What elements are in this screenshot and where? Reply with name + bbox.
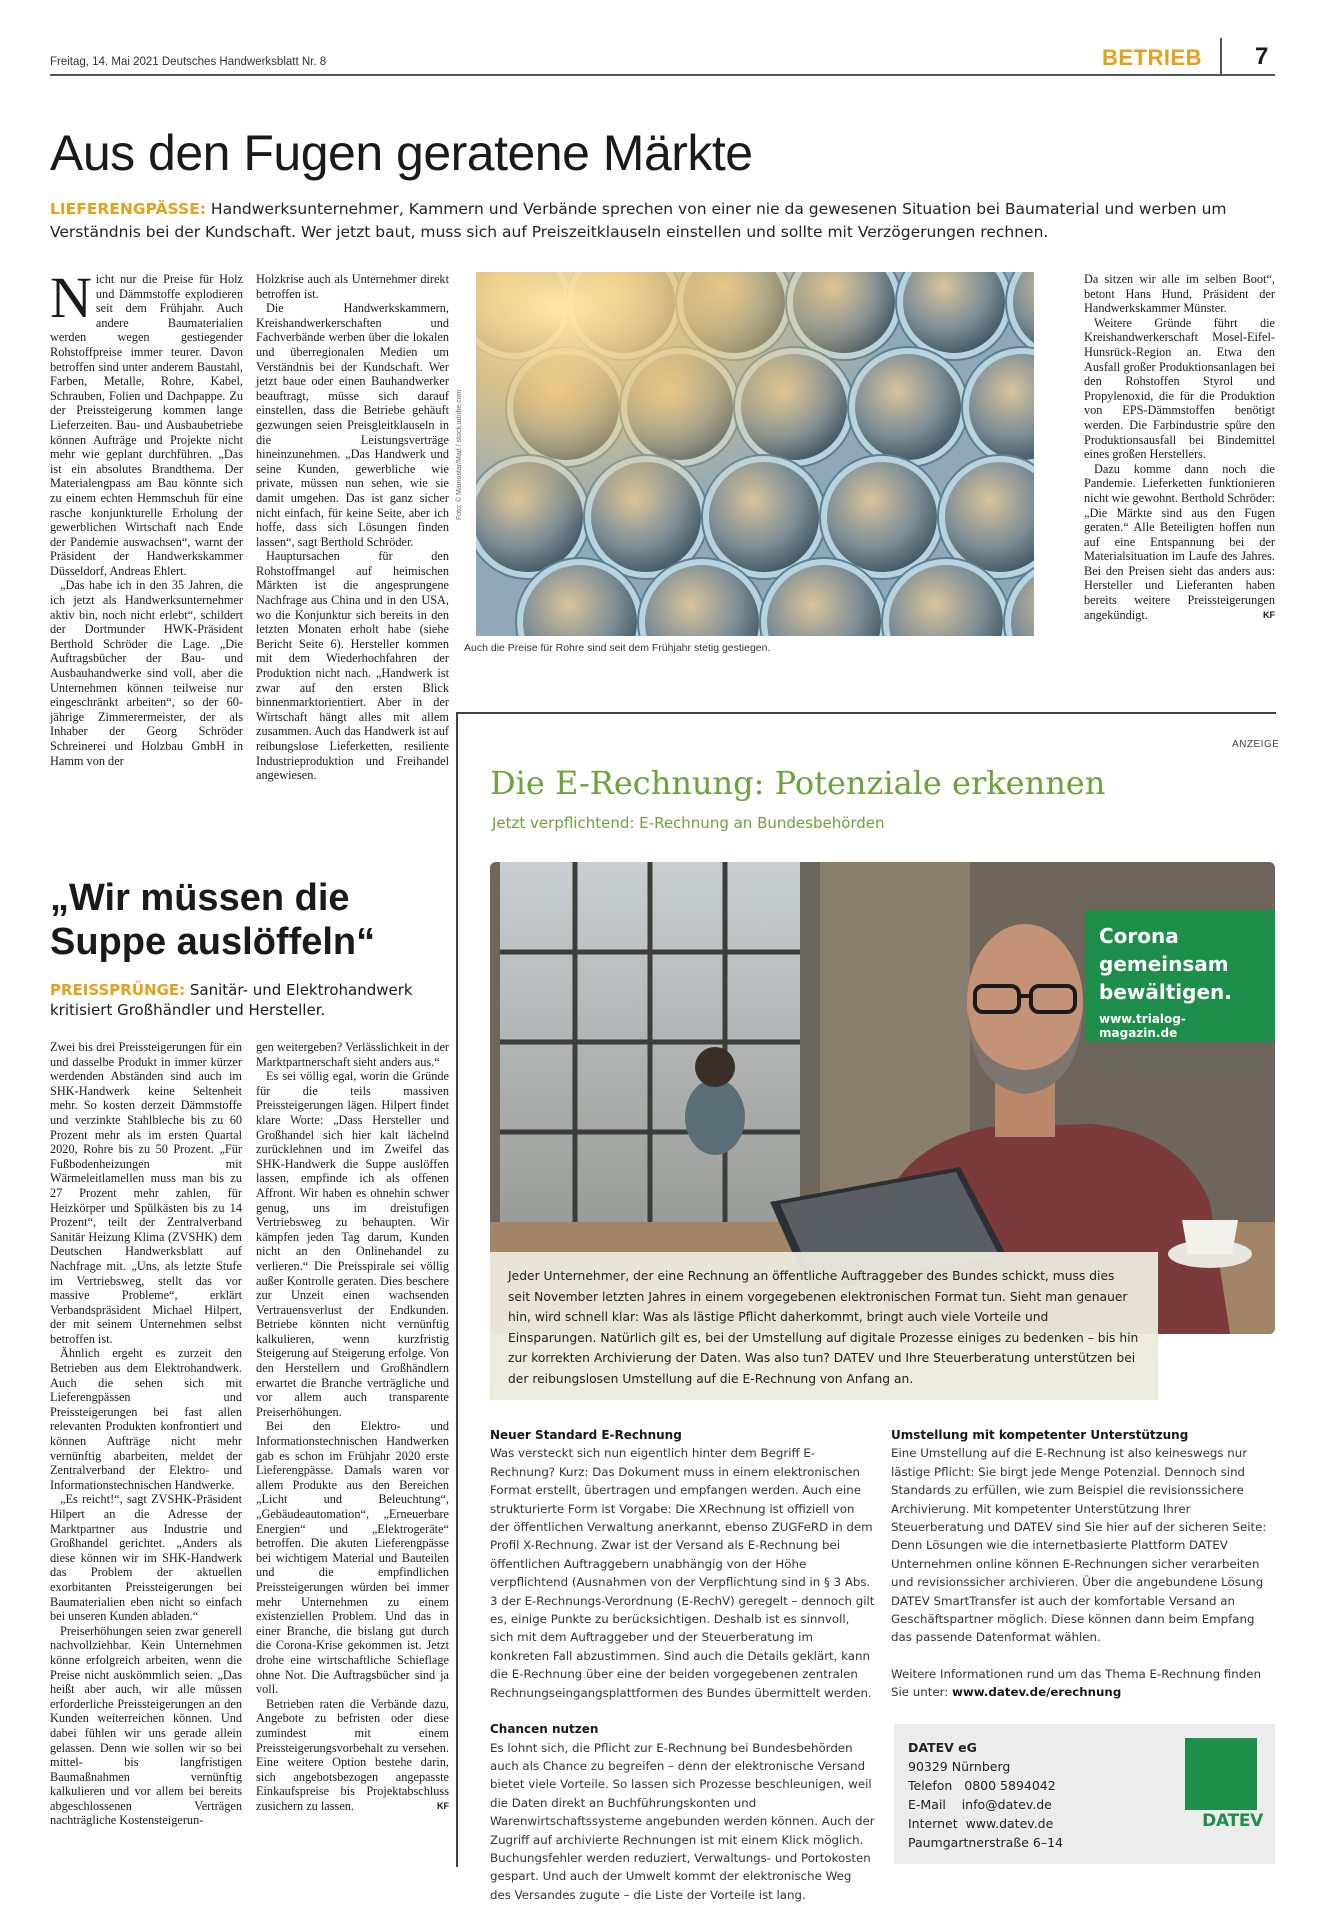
paragraph: Die Handwerkskammern, Kreishandwerkerschaften und Fachverbände werben über die lokalen und überregionalen Medien um Verständnis bei der Kundschaft. Wer jetzt baue oder einen Bauhandwerker beauftragt, müsse sich darauf einstellen, dass die Betriebe gehäuft gezwungen seien Preisgleitklauseln in die Leistungsverträge hineinzunehmen. „Das Handwerk und seine Kunden, gewerbliche wie private, müssen nun sehen, wie sie damit umgehen. Das ist ganz sicher nicht einfach, für keine Seite, aber ich hoffe, dass sich Lösungen finden lassen“, sagt Berthold Schröder. [256,301,449,549]
ad-subheading: Umstellung mit kompetenter Unterstützung [891,1428,1189,1442]
paragraph: gen weitergeben? Verlässlichkeit in der Marktpartnerschaft sieht anders aus.“ [256,1040,449,1069]
contact-city: 90329 Nürnberg [908,1759,1011,1774]
datev-logo-icon [1185,1738,1257,1810]
contact-phone[interactable]: Telefon 0800 5894042 [908,1778,1056,1793]
article1-kicker: LIEFERENGPÄSSE: [50,200,206,218]
ad-subtitle: Jetzt verpflichtend: E-Rechnung an Bundesbehörden [492,814,885,832]
author-signature: KF [1263,609,1275,620]
article2-headline: „Wir müssen die Suppe auslöffeln“ [50,877,376,963]
ad-subheading: Chancen nutzen [490,1722,599,1737]
ad-label: ANZEIGE [1232,739,1280,750]
paragraph: Eine Umstellung auf die E-Rechnung ist also keineswegs nur lästige Pflicht: Sie birgt jede Menge Potenzial. Dennoch sind Standards zu erfüllen, wie zum Beispiel die revisionssichere Archivierung. Mit kompetenter Unterstützung Ihrer Steuerberatung und DATEV sind Sie hier auf der sicheren Seite: Denn Lösungen wie die internetbasierte Plattform DATEV Unternehmen online können E-Rechnungen sicher verarbeiten und revisionssicher archivieren. Über die angebundene Lösung DATEV SmartTransfer ist auch der komfortable Versand an Geschäftspartner möglich. Diese können dann beim Empfang das passende Datenformat wählen. [891,1446,1267,1645]
header-divider [1220,38,1222,74]
paragraph: Was versteckt sich nun eigentlich hinter dem Begriff E-Rechnung? Kurz: Das Dokument muss in einem elektronischen Format erstellt, übertragen und empfangen werden. Auch eine strukturierte Form ist Vorgabe: Die XRechnung ist offiziell von der öffentlichen Verwaltung anerkannt, ebenso ZUGFeRD in dem Profil X-Rechnung. Zwar ist der Versand als E-Rechnung bei öffentlichen Auftraggebern unabhängig von der Höhe verpflichtend (Ausnahmen von der Verpflichtung sind in § 3 Abs. 3 der E-Rechnungs-Verordnung (E-RechV) geregelt – dennoch gilt es, einige Punkte zu berücksichtigen. Deshalb ist es sinnvoll, sich mit dem Auftraggeber und der Steuerberatung im konkreten Fall abzustimmen. Sind auch die Details geklärt, kann die E-Rechnung über eine der beiden vorgegebenen zentralen Rechnungseingangsplattformen des Bundes übermittelt werden. [490,1446,875,1700]
paragraph: Es sei völlig egal, worin die Gründe für die teils massiven Preissteigerungen lägen. Hilpert findet klare Worte: „Dass Hersteller und Großhandel sich hier kalt lächelnd zurücklehnen und im Zweifel das SHK-Handwerk die Suppe auslöffen lassen, empfinde ich als offenen Affront. Wir haben es ohnehin schwer genug, uns im dreistufigen Vertriebsweg zu behaupten. Wir kämpfen jeden Tag darum, Kunden nicht an den Onlinehandel zu verlieren.“ Die Preisspirale sei völlig außer Kontrolle geraten. Dies beschere zur Unzeit einen wachsenden Vertrauensverlust der Endkunden. Betriebe könnten nicht vernünftig kalkulieren, wenn kurzfristig Steigerung auf Steigerung erfolge. Von den Herstellern und Großhändlern erwartet die Branche verträgliche und vor allem auch transparente Preiserhöhungen. [256,1069,449,1419]
ad-column-right [891,1426,1275,1702]
datev-logo-text: DATEV [1202,1811,1263,1831]
ad-intro-box: Jeder Unternehmer, der eine Rechnung an öffentliche Auftraggeber des Bundes schickt, muss dies seit November letzten Jahres in einem vorgegebenen elektronischen Format tun. Sieht man genauer hin, wird schnell klar: Was als lästige Pflicht daherkommt, bringt auch viele Vorteile und Einsparungen. Natürlich gilt es, bei der Umstellung auf digitale Prozesse einiges zu bedenken – bis hin zur korrekten Archivierung der Daten. Was also tun? DATEV und Ihre Steuerberatung unterstützen bei der reibungslosen Umstellung auf die E-Rechnung von Anfang an. [490,1252,1158,1400]
paragraph: Ähnlich ergeht es zurzeit den Betrieben aus dem Elektrohandwerk. Auch die sehen sich mit Lieferengpässen und Preissteigerungen bei fast allen relevanten Produkten konfrontiert und können Aufträge nicht mehr vernünftig abarbeiten, meldet der Zentralverband der Elektro- und Informationstechnischen Handwerke. [50,1346,242,1492]
ad-border-top [456,712,1276,714]
page-number: 7 [1255,43,1269,70]
paragraph: Dazu komme dann noch die Pandemie. Lieferketten funktionieren nicht wie gewohnt. Berthold Schröder: „Die Märkte sind aus den Fugen geraten.“ Alle Beteiligten hoffen nun auf eine Entspannung bei der Materialsituation im Laufe des Jahres. Bei den Preisen sieht das anders aus: Hersteller und Lieferanten haben bereits weitere Preissteigerungen angekündigt. KF [1084,461,1275,622]
dropcap: N [50,265,92,330]
paragraph: „Es reicht!“, sagt ZVSHK-Präsident Hilpert an die Adresse der Marktpartner aus Industrie und Großhandel gerichtet. „Anders als diese können wir im SHK-Handwerk das Problem der aktuellen exorbitanten Preissteigerungen bei Baumaterialien eben nicht so einfach bei unseren Kunden abladen.“ [50,1492,242,1624]
photo-credit: Foto: © Mamostar/Mad / stock.adobe.com [456,389,463,520]
company-name: DATEV eG [908,1740,977,1755]
paragraph: Weitere Informationen rund um das Thema E-Rechnung finden Sie unter: www.datev.de/erechnung [891,1666,1261,1700]
ad-border-left [456,712,458,1867]
article1-column-1 [50,265,243,768]
contact-internet[interactable]: Internet www.datev.de [908,1816,1054,1831]
article1-column-2 [256,272,449,783]
section-label: BETRIEB [1102,45,1203,70]
contact-email[interactable]: E-Mail info@datev.de [908,1797,1052,1812]
contact-box [894,1724,1275,1864]
badge-link[interactable]: www.trialog-magazin.de [1099,1012,1186,1040]
paragraph: „Das habe ich in den 35 Jahren, die ich jetzt als Handwerksunternehmer aktiv bin, noch nicht erlebt“, schildert der Dortmunder HWK-Präsident Berthold Schröder die Lage. „Die Auftragsbücher der Bau- und Ausbauhandwerke sind voll, aber die Unternehmen können teilweise nur eingeschränkt arbeiten“, so der 60-jährige Zimmerermeister, der als Inhaber der Georg Schröder Schreinerei und Holzbau GmbH in Hamm von der [50,578,243,768]
badge-title: Corona gemeinsam bewältigen. [1099,924,1232,1004]
contact-street: Paumgartnerstraße 6–14 [908,1835,1063,1850]
datev-erechnung-link[interactable]: www.datev.de/erechnung [951,1685,1122,1700]
article1-headline: Aus den Fugen geratene Märkte [50,125,753,181]
paragraph: Hauptursachen für den Rohstoffmangel auf heimischen Märkten ist die angesprungene Nachfrage aus China und in den USA, wo die Konjunktur sich bereits in den letzten Monaten erholt habe (siehe Bericht Seite 6). Hersteller kommen mit dem Wiederhochfahren der Produktion nicht nach. „Handwerk ist zwar auf den ersten Blick binnenmarktorientiert. Aber in der Wirtschaft hängt alles mit allem zusammen. Auch das Handwerk ist auf reibungslose Lieferketten, resiliente Industrieproduktion und Freihandel angewiesen. [256,549,449,783]
article2-lead: PREISSPRÜNGE: Sanitär- und Elektrohandwerk kritisiert Großhändler und Hersteller. [50,981,413,1019]
article2-column-2 [256,1040,449,1813]
paragraph: Preiserhöhungen seien zwar generell nachvollziehbar. Kein Unternehmen könne erfolgreich arbeiten, wenn die Preise nicht auskömmlich seien. „Das heißt aber auch, wir alle müssen erforderliche Preissteigerungen an den Kunden weiterreichen können. Und dabei fühlen wir uns gerade allein gelassen. Denn wie sollen wir so bei mittel- bis langfristigen Baumaßnahmen vernünftig kalkulieren und vor allem bei bereits abgeschlossenen Verträgen nachträgliche Kostensteigerun- [50,1623,242,1828]
ad-title: Die E-Rechnung: Potenziale erkennen [490,764,1106,802]
corona-badge[interactable] [1085,910,1275,1042]
page-header [50,38,1275,78]
paragraph: icht nur die Preise für Holz und Dämmstoffe explodieren seit dem Frühjahr. Auch andere Baumaterialien werden wegen gestiegender Rohstoffpreise immer teurer. Davon betroffen sind unter anderem Baustahl, Farben, Metalle, Rohre, Kabel, Schrauben, Folien und Dachpappe. Zu der Preissteigerung kommen lange Lieferzeiten. Bau- und Ausbaubetriebe können Aufträge und Projekte nicht mehr wie geplant durchführen. „Das ist ein absolutes Brandthema. Der Materialengpass am Bau könnte sich zu einem echten Hemmschuh für eine rasche konjunkturelle Erholung der gewerblichen Wirtschaft nach Ende der Pandemie auswachsen“, warnt der Präsident der Handwerkskammer Düsseldorf, Andreas Ehlert. [50,272,243,578]
paragraph: Holzkrise auch als Unternehmer direkt betroffen ist. [256,272,449,301]
author-signature: KF [437,1800,449,1811]
article1-lead [50,198,1275,244]
article2-kicker: PREISSPRÜNGE: [50,981,186,999]
article2-column-1 [50,1040,242,1828]
paragraph: Betrieben raten die Verbände dazu, Angebote zu befristen oder diese zumindest mit einem Preissteigerungsvorbehalt zu versehen. Eine weitere Option bestehe darin, sich angebotsbezogen angepasste Einkaufspreise bis Projektabschluss zusichern zu lassen. KF [256,1696,449,1813]
issue-info: Freitag, 14. Mai 2021 Deutsches Handwerksblatt Nr. 8 [50,56,327,68]
paragraph: Weitere Gründe führt die Kreishandwerkerschaft Mosel-Eifel-Hunsrück-Region an. Etwa den Ausfall großer Produktionsanlagen bei den Rohstoffen Styrol und Propylenoxid, die für die Produktion von EPS-Dämmstoffen benötigt werden. Die Farbindustrie spüre den Produktionsausfall bei Bindemittel eines großen Herstellers. [1084,315,1275,462]
paragraph: Bei den Elektro- und Informationstechnischen Handwerken gab es schon im Frühjahr 2020 erste Lieferengpässe. Damals waren vor allem Produkte aus den Bereichen „Licht und Beleuchtung“, „Gebäudeautomation“, „Erneuerbare Energien“ und „Elektrogeräte“ betroffen. Die akuten Lieferengpässe bei wichtigem Material und Bauteilen und die empfindlichen Preissteigerungen würden bei immer mehr Unternehmen zu einem existenziellen Problem. Und das in einer Branche, die bislang gut durch die Corona-Krise gekommen ist. Jetzt drohe eine wirtschaftliche Schieflage ohne Not. Die Auftragsbücher sind ja voll. [256,1419,449,1697]
article1-lead-text: Handwerksunternehmer, Kammern und Verbände sprechen von einer nie da gewesenen Situation bei Baumaterial und werben um Verständnis bei der Kundschaft. Wer jetzt baut, muss sich auf Preiszeitklauseln einstellen und sollte mit Verzögerungen rechnen. [50,200,1227,241]
article1-column-3 [1084,272,1275,622]
pipes-photo [476,272,1034,636]
header-rule [50,74,1275,76]
paragraph: Zwei bis drei Preissteigerungen für ein und dasselbe Produkt in immer kürzer werdenden Abständen sind auch im SHK-Handwerk keine Seltenheit mehr. So kosten derzeit Dämmstoffe und verzinkte Stahlbleche bis zu 60 Prozent mehr als im ersten Quartal 2020, Rohre bis zu 50 Prozent. „Für Fußbodenheizungen mit Wärmeleitlamellen muss man bis zu 27 Prozent mehr zahlen, für Heizkörper und Spülkästen bis zu 14 Prozent“, teilt der Zentralverband Sanitär Heizung Klima (ZVSHK) dem Deutschen Handwerksblatt auf Nachfrage mit. „Uns, als letzte Stufe im Vertriebsweg, stellt das vor massive Probleme“, erklärt Verbandspräsident Michael Hilpert, der mit seinem Unternehmen selbst betroffen ist. [50,1040,242,1346]
photo-caption: Auch die Preise für Rohre sind seit dem Frühjahr stetig gestiegen. [464,642,771,654]
ad-column-left [490,1426,875,1904]
paragraph: Da sitzen wir alle im selben Boot“, betont Hans Hund, Präsident der Handwerkskammer Münster. [1084,272,1275,316]
pipes-illustration [476,272,1034,636]
ad-subheading: Neuer Standard E-Rechnung [490,1428,682,1442]
paragraph: Es lohnt sich, die Pflicht zur E-Rechnung bei Bundesbehörden auch als Chance zu begreifen – denn der elektronische Versand bietet viele Vorteile. So lassen sich Prozesse beschleunigen, weil die Daten direkt an Buchführungskonten und Warenwirtschaftssysteme angebunden werden können. Auch der Zugriff auf archivierte Rechnungen ist mit einem Klick möglich. Buchungsfehler werden reduziert, Verwaltungs- und Portokosten gespart. Und auch der Umwelt kommt der elektronische Weg des Versandes zugute – die Liste der Vorteile ist lang. [490,1740,875,1902]
